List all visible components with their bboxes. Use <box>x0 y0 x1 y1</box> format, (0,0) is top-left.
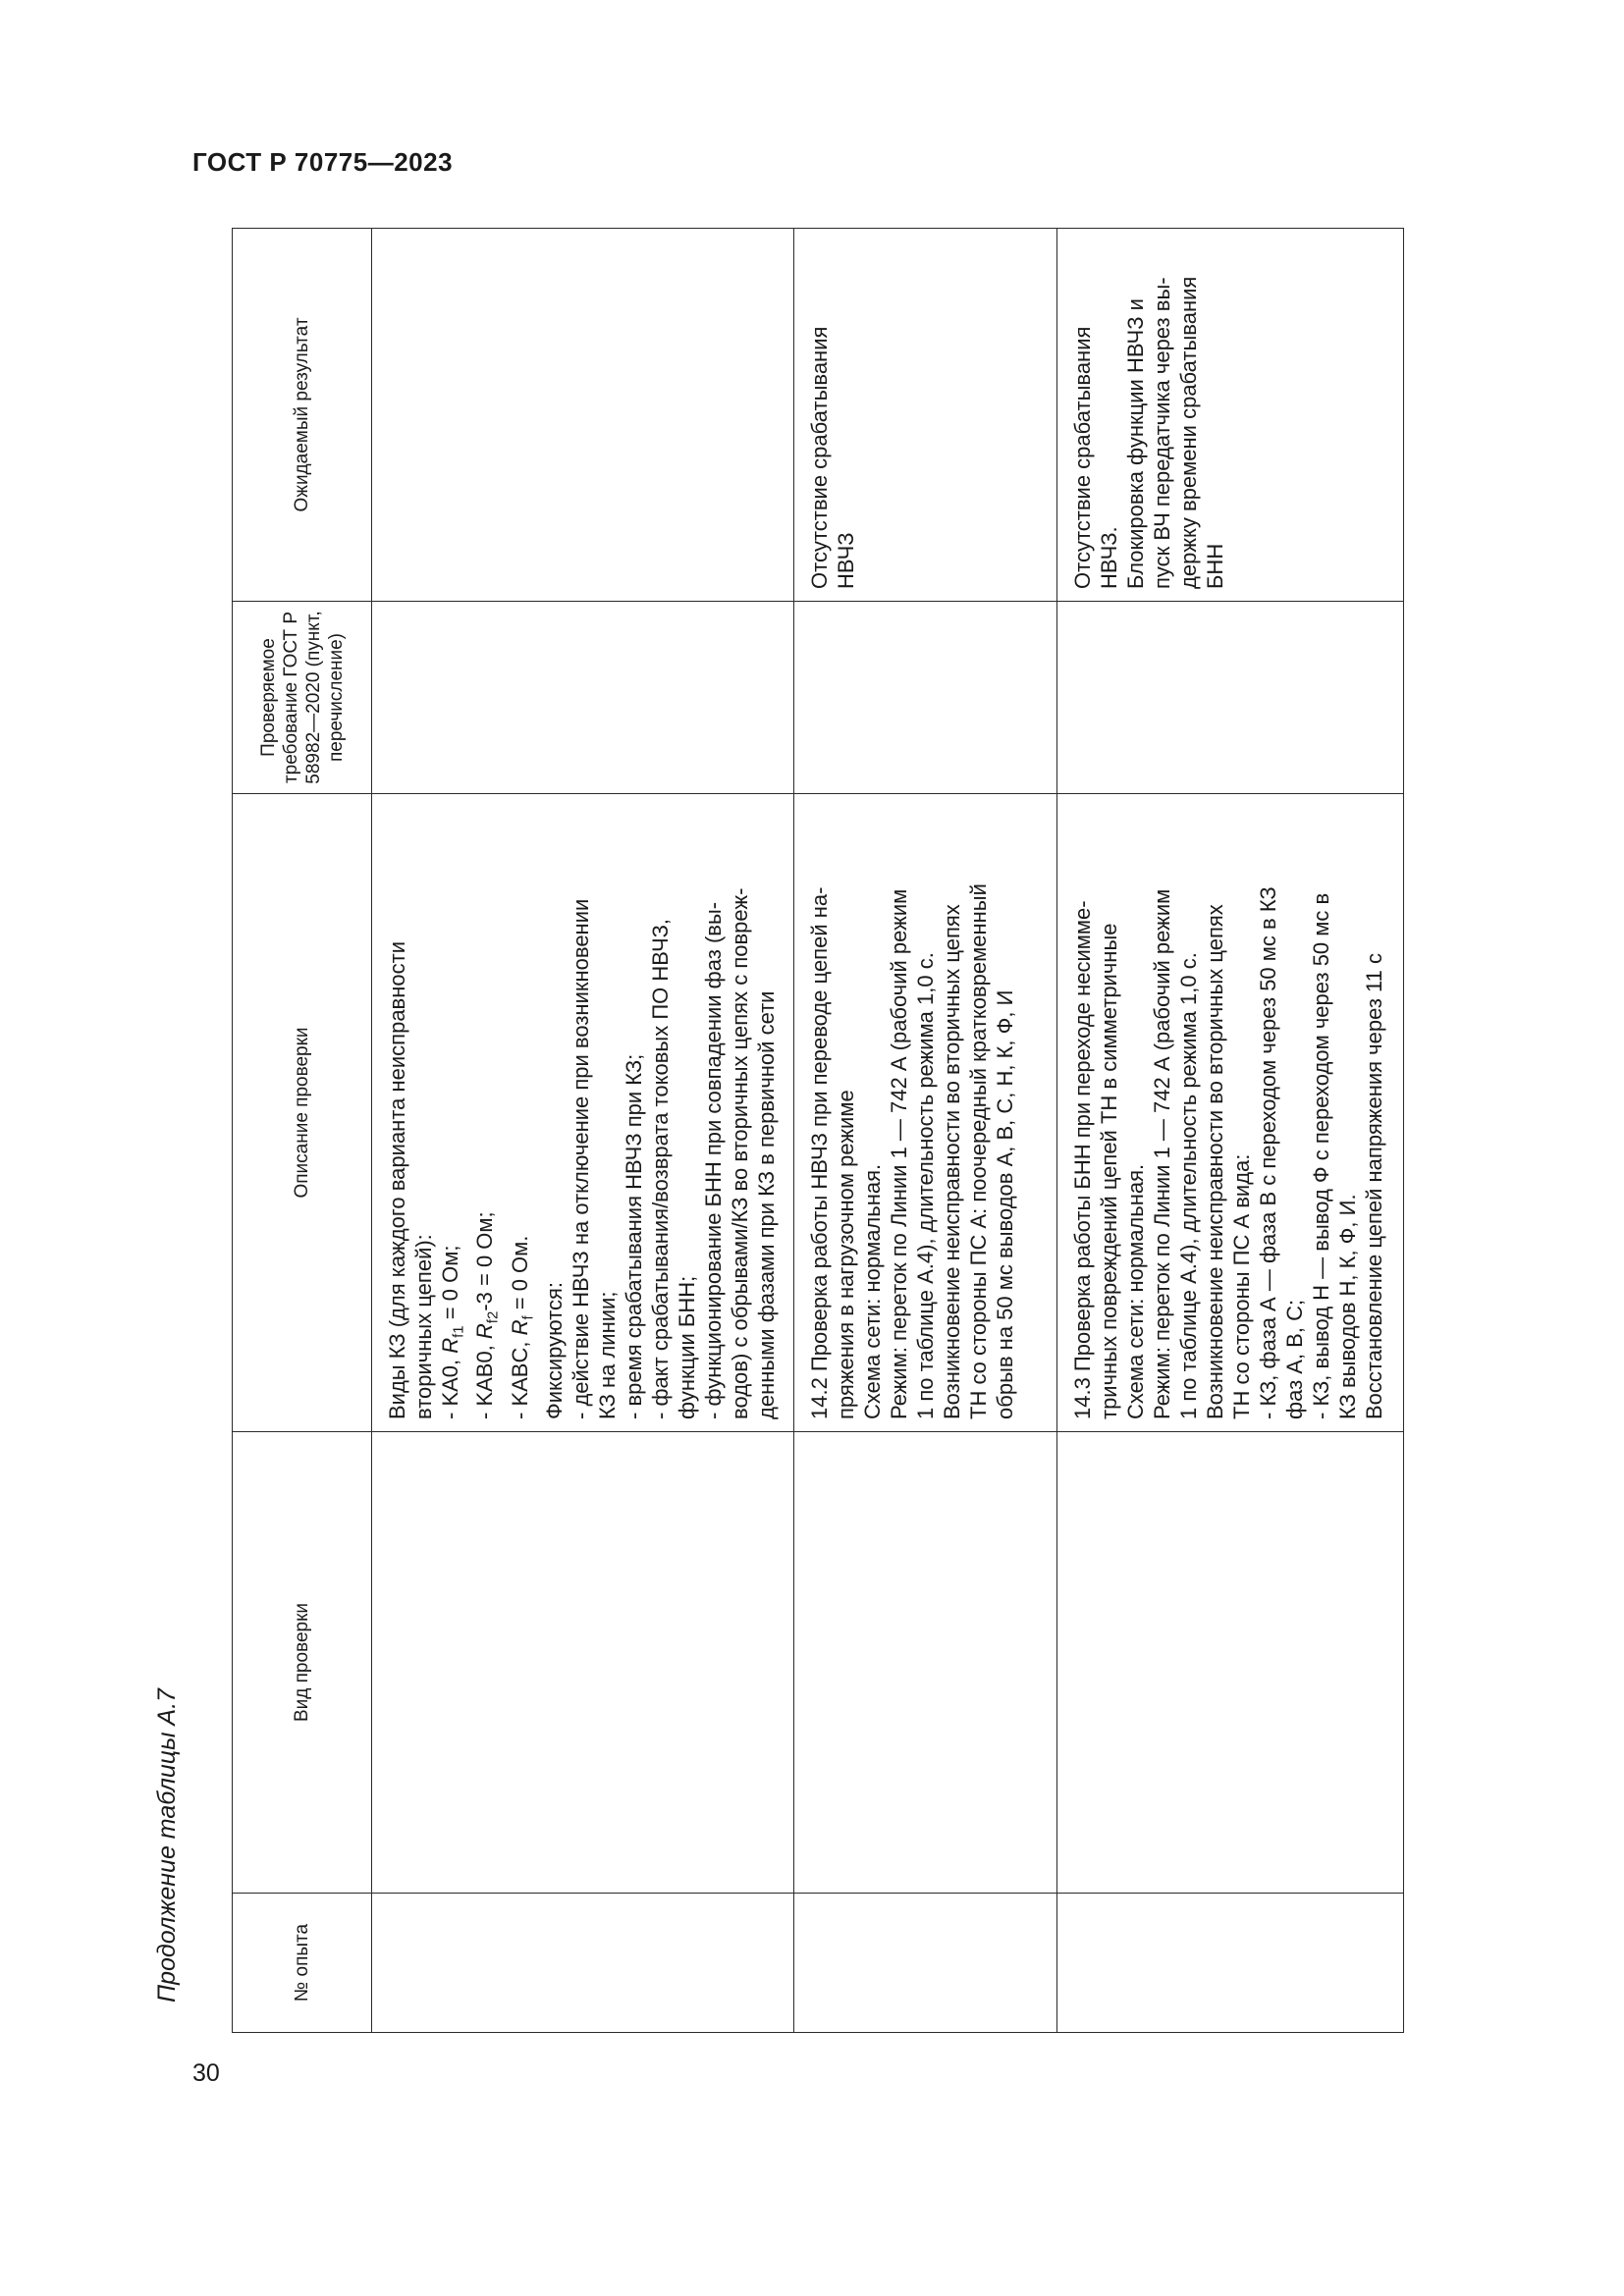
col-header-requirement: Проверяемое требование ГОСТ Р 58982—2020 (пункт, перечисление) <box>233 602 372 794</box>
cell-expected: Отсутствие срабатывания НВЧЗ. Блокировка функции НВЧЗ и пуск ВЧ передатчика через вы- держку времени срабатывания БНН <box>1057 229 1404 602</box>
cell-description: Виды КЗ (для каждого варианта неисправности вторичных цепей): - KA0, $R_{f1} = 0$ Ом; - KAB0, $R_{f2}-3 = 0$ Ом; - KABC, $R_f = 0$ Ом. Фиксируются: - действие НВЧЗ на отключение при возникновении КЗ на линии; - время срабатывания НВЧЗ при КЗ; - факт срабатывания/возврата токовых ПО НВЧЗ, функции БНН; - функционирование БНН при совпадении фаз (вы- водов) с обрывами/КЗ во вторичных цепях с повреж- денными фазами при КЗ в первичной сети <box>372 794 794 1432</box>
cell-test-type <box>372 1432 794 1894</box>
cell-test-type <box>794 1432 1057 1894</box>
col-header-test-type: Вид проверки <box>233 1432 372 1894</box>
table-caption: Продолжение таблицы А.7 <box>153 1688 181 2002</box>
standard-header: ГОСТ Р 70775—2023 <box>192 147 454 177</box>
cell-expected <box>372 229 794 602</box>
col-header-expected: Ожидаемый результат <box>233 229 372 602</box>
cell-number <box>1057 1894 1404 2033</box>
formula-line: - KA0, $R_{f1} = 0$ Ом; <box>438 1245 467 1419</box>
formula-line: - KABC, $R_f = 0$ Ом. <box>507 1235 537 1419</box>
cell-description: 14.3 Проверка работы БНН при переходе несимме- тричных повреждений цепей ТН в симметричные Схема сети: нормальная. Режим: переток по Линии 1 — 742 А (рабочий режим 1 по таблице А.4), длительность режима 1,0 с. Возникновение неисправности во вторичных цепях ТН со стороны ПС А вида: - КЗ, фаза А — фаза В с переходом через 50 мс в КЗ фаз А, В, С; - КЗ, вывод Н — вывод Ф с переходом через 50 мс в КЗ выводов Н, К, Ф, И. Восстановление цепей напряжения через 11 с <box>1057 794 1404 1432</box>
cell-expected: Отсутствие срабатывания НВЧЗ <box>794 229 1057 602</box>
col-header-number: № опыта <box>233 1894 372 2033</box>
cell-number <box>372 1894 794 2033</box>
table-header-row <box>233 229 372 2033</box>
col-header-description: Описание проверки <box>233 794 372 1432</box>
table-row <box>372 229 794 2033</box>
table-row <box>794 229 1057 2033</box>
table-row <box>1057 229 1404 2033</box>
cell-requirement <box>794 602 1057 794</box>
page-number: 30 <box>192 2059 220 2087</box>
cell-number <box>794 1894 1057 2033</box>
cell-description: 14.2 Проверка работы НВЧЗ при переводе цепей на- пряжения в нагрузочном режиме Схема сети: нормальная. Режим: переток по Линии 1 — 742 А (рабочий режим 1 по таблице А.4), длительность режима 1,0 с. Возникновение неисправности во вторичных цепях ТН со стороны ПС А: поочередный кратковременный обрыв на 50 мс выводов А, В, С, Н, К, Ф, И <box>794 794 1057 1432</box>
rotated-table-wrapper <box>232 229 1404 2033</box>
formula-line: - KAB0, $R_{f2}-3 = 0$ Ом; <box>472 1211 502 1419</box>
test-table <box>232 228 1404 2033</box>
cell-requirement <box>1057 602 1404 794</box>
cell-test-type <box>1057 1432 1404 1894</box>
cell-requirement <box>372 602 794 794</box>
